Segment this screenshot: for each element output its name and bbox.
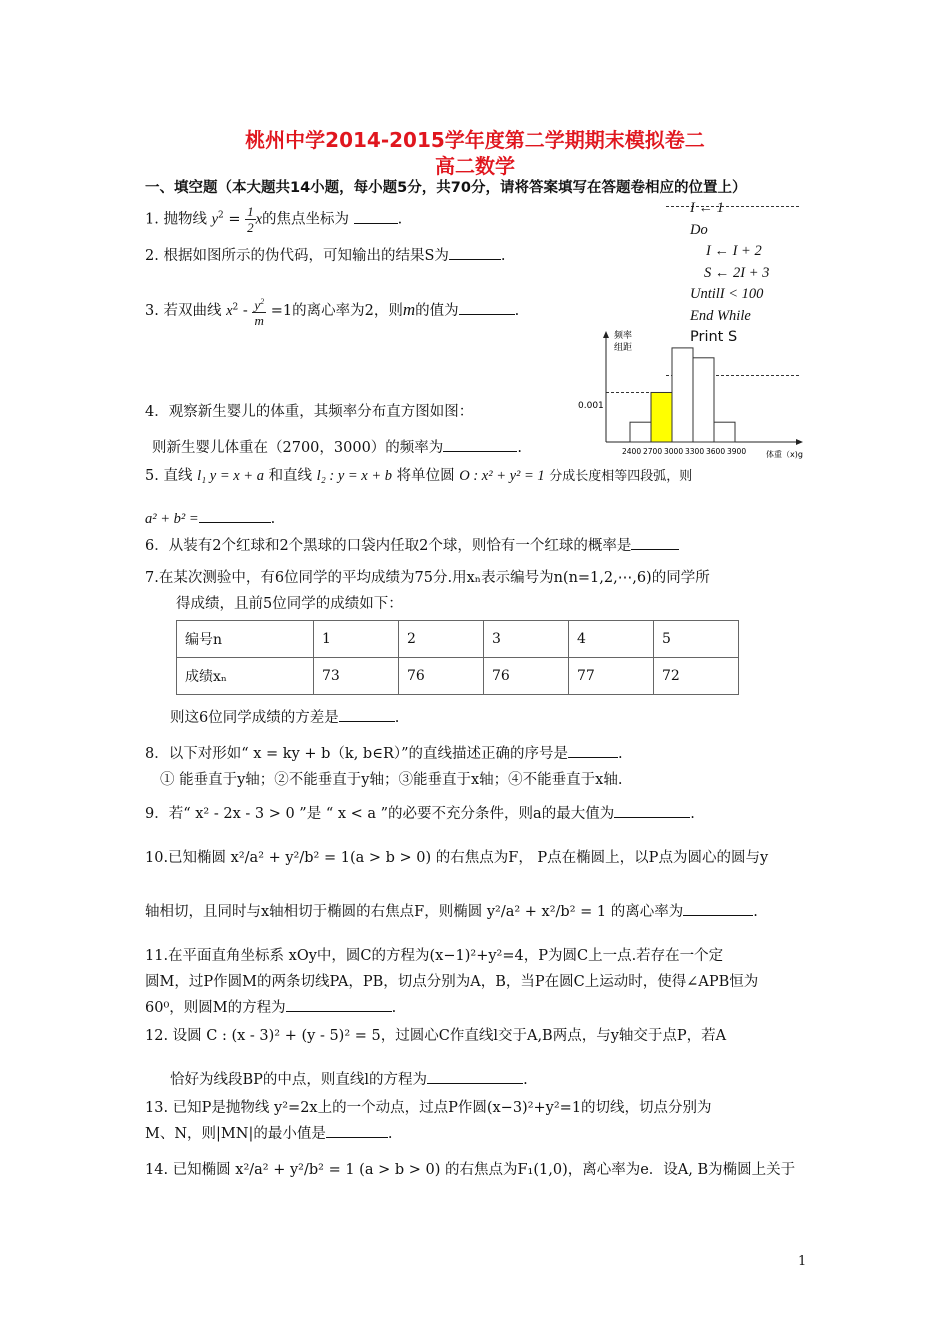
table-cell: 76 [484,658,569,695]
table-cell: 4 [569,621,654,658]
question-7-part2: 得成绩，且前5位同学的成绩如下： [176,596,403,612]
title-line2: 高二数学 [435,154,515,178]
x-tick-label: 3900 [727,447,747,456]
histogram-bar [693,358,714,442]
y-axis-arrow [603,331,609,338]
scores-table [176,620,739,695]
question-1: 1. 抛物线 $y^2$ = $\frac{1}{2}$ x的焦点坐标为 . [145,204,403,235]
x-tick-label: 2700 [643,447,663,456]
x-tick-label: 2400 [622,447,642,456]
section-heading: 一、填空题（本大题共14小题，每小题5分，共70分，请将答案填写在答题卷相应的位置上） [145,180,747,196]
question-5: 5. 直线 l₁ y = x + a 和直线 l₂ : y = x + b 将单位圆 O : x² + y² = 1 分成长度相等四段弧，则 [145,468,693,484]
table-cell: 5 [654,621,739,658]
table-cell: 76 [399,658,484,695]
code-line: UntilI < 100 [690,286,764,302]
x-axis-arrow [796,439,803,445]
y-tick-label: 0.001 [578,401,604,411]
question-10: 10.已知椭圆 x²/a² + y²/b² = 1(a > b > 0) 的右焦点为F， P点在椭圆上，以P点为圆心的圆与y [145,850,769,866]
table-cell: 2 [399,621,484,658]
table-cell: 72 [654,658,739,695]
question-13-part2: M、N，则|MN|的最小值是 . [145,1126,393,1142]
question-3: 3. 若双曲线 $x^2$ - $\frac{y^2}{m}$ =1的离心率为2，则m的值为 . [145,294,519,328]
histogram-bar [672,348,693,442]
x-tick-label: 3600 [706,447,726,456]
question-5-part2: a² + b² = . [145,511,276,527]
x-axis-label: 体重（x)g [766,450,803,459]
code-line: End While [690,307,751,324]
code-line: I ← 1 [690,200,724,216]
title-line1: 桃州中学2014-2015学年度第二学期期末模拟卷二 [245,128,705,152]
table-cell: 3 [484,621,569,658]
question-4-part2: 则新生婴儿体重在（2700，3000）的频率为 . [152,440,522,456]
question-4: 4．观察新生婴儿的体重，其频率分布直方图如图： [145,404,474,420]
question-8: 8．以下对形如“ x = ky + b（k, b∈R）”的直线描述正确的序号是 . [145,746,623,762]
question-7: 7.在某次测验中，有6位同学的平均成绩为75分.用xₙ表示编号为n(n=1,2,⋯,6)的同学所 [145,570,710,586]
question-12-part2: 恰好为线段BP的中点，则直线l的方程为 . [170,1072,528,1088]
table-cell: 77 [569,658,654,695]
table-cell: 1 [314,621,399,658]
question-8-part2: ① 能垂直于y轴；②不能垂直于y轴；③能垂直于x轴；④不能垂直于x轴. [160,772,623,788]
question-11-part3: 60⁰，则圆M的方程为 . [145,1000,397,1016]
question-7-part3: 则这6位同学成绩的方差是 . [170,710,400,726]
histogram-chart [576,326,806,461]
question-12: 12. 设圆 C : (x - 3)² + (y - 5)² = 5，过圆心C作直线l交于A,B两点，与y轴交于点P，若A [145,1028,727,1044]
x-tick-label: 3000 [664,447,684,456]
question-13: 13. 已知P是抛物线 y²=2x上的一个动点，过点P作圆(x−3)²+y²=1的切线，切点分别为 [145,1100,712,1116]
table-row [177,621,739,658]
histogram-bar [651,392,672,442]
y-label-top: 频率 [614,331,633,341]
code-line: Do [690,221,708,238]
table-cell: 编号n [177,621,314,658]
code-line: Print S [690,329,738,345]
x-tick-label: 3300 [685,447,705,456]
question-6: 6．从装有2个红球和2个黑球的口袋内任取2个球，则恰有一个红球的概率是 [145,534,679,555]
question-11-part2: 圆M，过P作圆M的两条切线PA，PB，切点分别为A，B，当P在圆C上运动时，使得∠APB恒为 [145,974,759,990]
table-cell: 73 [314,658,399,695]
question-11: 11.在平面直角坐标系 xOy中，圆C的方程为(x−1)²+y²=4，P为圆C上一点.若存在一个定 [145,948,724,964]
question-9: 9．若“ x² - 2x - 3 > 0 ”是 “ x < a ”的必要不充分条件，则a的最大值为 . [145,806,695,822]
question-2: 2. 根据如图所示的伪代码，可知输出的结果S为 . [145,248,506,264]
histogram-bar [630,422,651,442]
histogram-bar [714,422,735,442]
question-14: 14. 已知椭圆 x²/a² + y²/b² = 1 (a > b > 0) 的右焦点为F₁(1,0)，离心率为e．设A, B为椭圆上关于 [145,1162,796,1178]
page-number: 1 [798,1254,807,1269]
code-line: S ← 2I + 3 [704,264,770,281]
question-10-part2: 轴相切，且同时与x轴相切于椭圆的右焦点F，则椭圆 y²/a² + x²/b² = 1 的离心率为 . [145,904,758,920]
y-label-bottom: 组距 [614,343,633,353]
table-cell: 成绩xₙ [177,658,314,695]
code-line: I ← I + 2 [706,243,762,259]
table-row [177,658,739,695]
